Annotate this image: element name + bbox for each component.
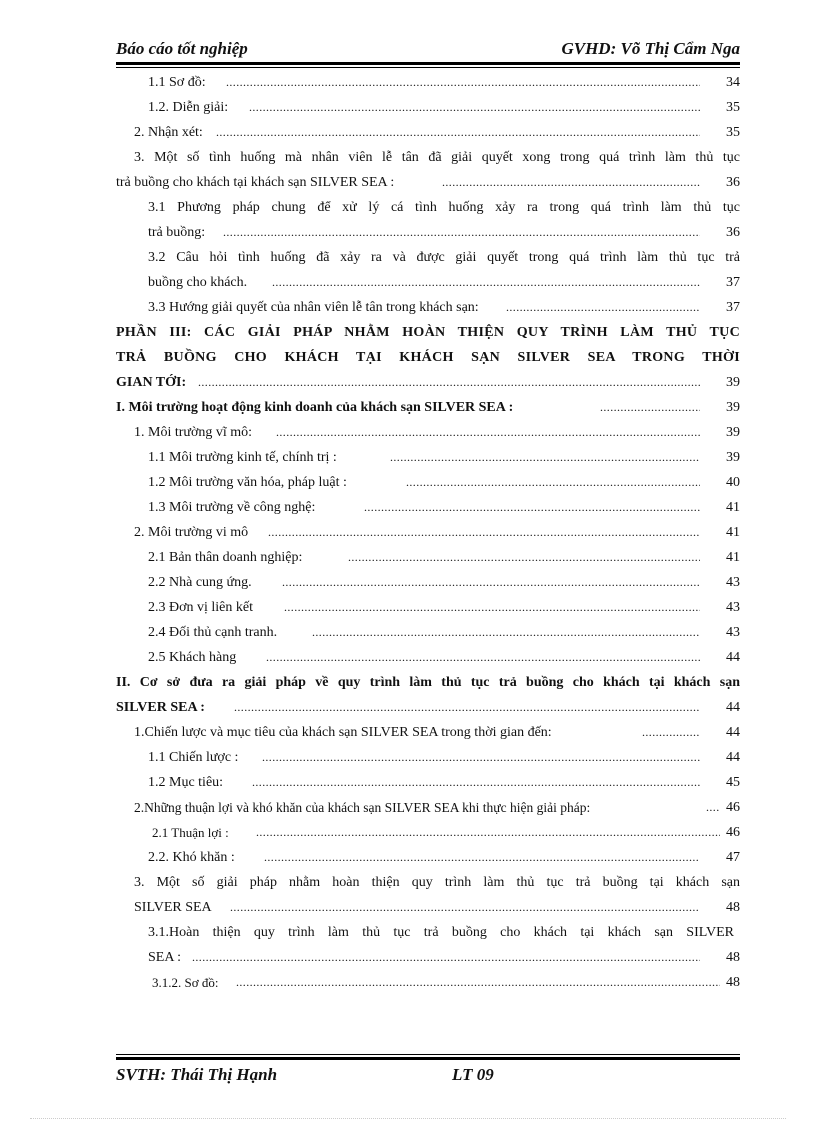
header-rule-thin	[116, 67, 740, 68]
toc-entry: 3.1.2. Sơ đồ: ..... 48	[116, 972, 740, 997]
toc-entry: 2.4 Đối thủ cạnh tranh. ..... 43	[116, 622, 740, 647]
toc-entry: 2.1 Bản thân doanh nghiệp: ..... 41	[116, 547, 740, 572]
header-rule-thick	[116, 62, 740, 65]
toc-entry: 1.1 Môi trường kinh tế, chính trị : ..... 39	[116, 447, 740, 472]
toc-entry: 2.Những thuận lợi và khó khăn của khách sạn SILVER SEA khi thực hiện giải pháp: ..... 46	[116, 797, 740, 822]
toc-entry: 2. Nhận xét: ..... 35	[116, 122, 740, 147]
footer-student: SVTH: Thái Thị Hạnh	[116, 1065, 278, 1084]
toc-entry: buồng cho khách. ..... 37	[116, 272, 740, 297]
toc-entry: SEA : ..... 48	[116, 947, 740, 972]
toc-entry: 1.1 Sơ đồ: ..... 34	[116, 72, 740, 97]
toc-entry: 3.1 Phương pháp chung để xử lý cá tình huống xảy ra trong quá trình làm thủ tục	[148, 200, 740, 215]
toc-entry-part-heading: GIAN TỚI: ..... 39	[116, 372, 740, 397]
toc-entry: 1.2 Mục tiêu: ..... 45	[116, 772, 740, 797]
toc-entry: SILVER SEA ..... 48	[116, 897, 740, 922]
toc-entry: 3.2 Câu hỏi tình huống đã xảy ra và được giải quyết trong quá trình làm thủ tục trả	[148, 250, 740, 265]
footer-rule-thin	[116, 1054, 740, 1055]
toc-entry: 2. Môi trường vi mô ..... 41	[116, 522, 740, 547]
toc-entry: 1.Chiến lược và mục tiêu của khách sạn SILVER SEA trong thời gian đến: ..... 44	[116, 722, 740, 747]
footer-rule-thick	[116, 1057, 740, 1060]
toc-entry: 2.5 Khách hàng ..... 44	[116, 647, 740, 672]
toc-entry: 3. Một số tình huống mà nhân viên lễ tân đã giải quyết xong trong quá trình làm thủ tục	[134, 150, 740, 165]
toc-entry: 1.3 Môi trường về công nghệ: ..... 41	[116, 497, 740, 522]
toc-entry: 3. Một số giải pháp nhằm hoàn thiện quy trình làm thủ tục trả buồng tại khách sạn	[134, 875, 740, 890]
toc-entry: 2.2. Khó khăn : ..... 47	[116, 847, 740, 872]
toc-entry-section: II. Cơ sở đưa ra giải pháp về quy trình làm thủ tục trả buồng cho khách tại khách sạn	[116, 675, 740, 690]
toc-entry: 2.1 Thuận lợi : ..... 46	[116, 822, 740, 847]
footer-class-code: LT 09	[452, 1065, 494, 1084]
toc-entry: 3.1.Hoàn thiện quy trình làm thủ tục trả buồng cho khách tại khách sạn SILVER	[148, 925, 734, 940]
page-header	[116, 36, 740, 62]
toc-entry: 2.3 Đơn vị liên kết ..... 43	[116, 597, 740, 622]
toc-entry: trả buồng cho khách tại khách sạn SILVER SEA : ..... 36	[116, 172, 740, 197]
toc-entry: 1.1 Chiến lược : ..... 44	[116, 747, 740, 772]
toc-entry-part-heading: PHẦN III: CÁC GIẢI PHÁP NHẰM HOÀN THIỆN QUY TRÌNH LÀM THỦ TỤC	[116, 325, 740, 340]
toc-entry: 1.2. Diễn giải: ..... 35	[116, 97, 740, 122]
toc-entry: 3.3 Hướng giải quyết của nhân viên lễ tân trong khách sạn: ..... 37	[116, 297, 740, 322]
toc-entry: 1.2 Môi trường văn hóa, pháp luật : ..... 40	[116, 472, 740, 497]
header-advisor: GVHD: Võ Thị Cẩm Nga	[561, 39, 740, 58]
toc-entry: 2.2 Nhà cung ứng. ..... 43	[116, 572, 740, 597]
page-footer	[116, 1065, 740, 1091]
header-report-title: Báo cáo tốt nghiệp	[116, 39, 248, 58]
toc-entry: 1. Môi trường vĩ mô: ..... 39	[116, 422, 740, 447]
toc-entry: trả buồng: ..... 36	[116, 222, 740, 247]
toc-entry-section: SILVER SEA : ..... 44	[116, 697, 740, 722]
table-of-contents	[116, 72, 740, 997]
toc-entry-part-heading: TRẢ BUỒNG CHO KHÁCH TẠI KHÁCH SẠN SILVER SEA TRONG THỜI	[116, 350, 740, 365]
page-edge-divider	[30, 1118, 786, 1119]
toc-entry-section: I. Môi trường hoạt động kinh doanh của khách sạn SILVER SEA : ..... 39	[116, 397, 740, 422]
